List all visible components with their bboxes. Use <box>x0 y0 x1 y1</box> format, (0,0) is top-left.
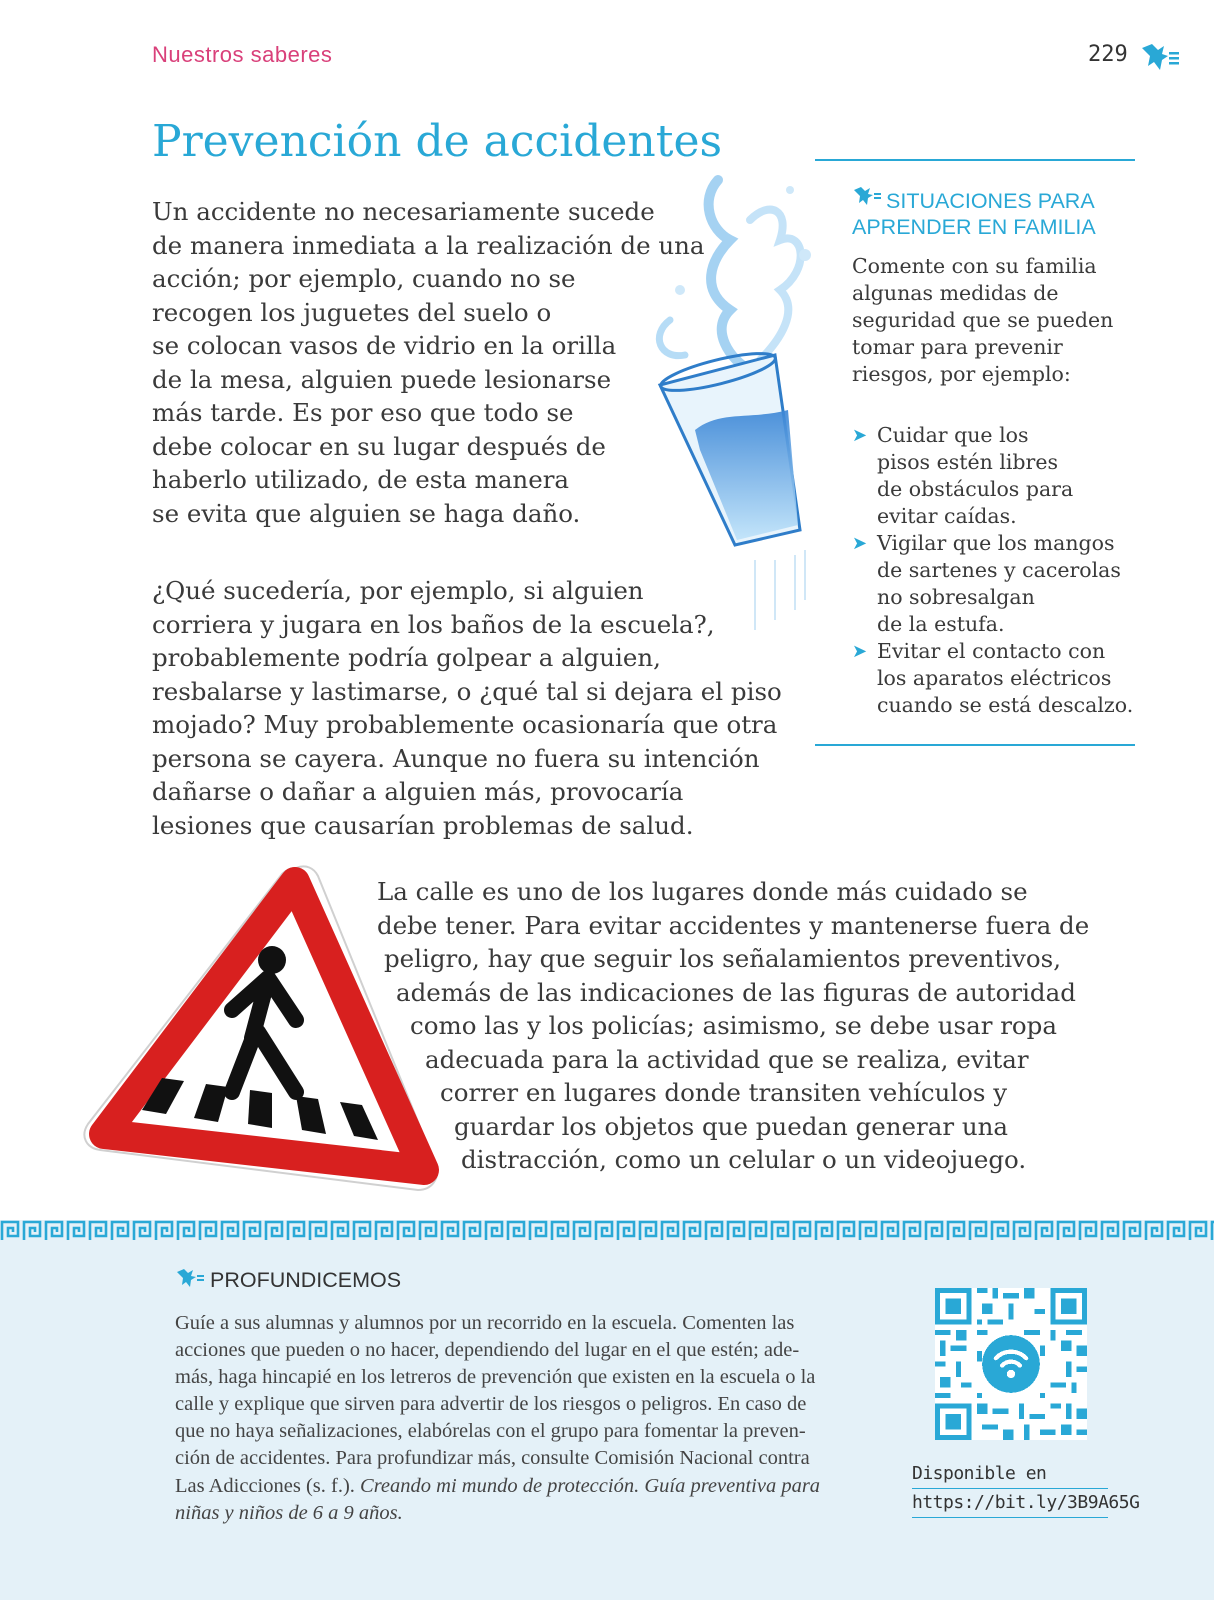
text-line: haberlo utilizado, de esta manera <box>152 465 570 494</box>
text-line: acciones que pueden o no hacer, dependiendo del lugar en el que estén; ade- <box>175 1339 800 1362</box>
text-line: de manera inmediata a la realización de una <box>152 230 705 260</box>
text-line: más tarde. Es por eso que todo se <box>152 398 574 427</box>
spilling-glass-illustration <box>640 160 840 640</box>
text-line: los aparatos eléctricos <box>877 666 1112 690</box>
sidebar-bullet-list <box>852 422 1133 719</box>
text-line: no sobresalgan <box>877 585 1035 609</box>
text-line: mojado? Muy probablemente ocasionaría que otra <box>152 710 778 739</box>
text-line: guardar los objetos que puedan generar una <box>454 1111 1009 1141</box>
qr-caption <box>912 1460 1140 1518</box>
text-line: de la mesa, alguien puede lesionarse <box>152 364 612 394</box>
list-item <box>852 638 1133 719</box>
text-line: acción; por ejemplo, cuando no se <box>152 264 576 293</box>
sidebar-bottom-rule <box>815 744 1135 746</box>
text-line: adecuada para la actividad que se realiza, evitar <box>425 1044 1029 1074</box>
sidebar-heading <box>852 188 1096 240</box>
paragraph-accidents-intro <box>152 195 705 530</box>
text-line: calle y explique que sirven para advertir de los riesgos o peligros. En caso de <box>175 1393 807 1416</box>
text-line: persona se cayera. Aunque no fuera su intención <box>152 743 760 773</box>
hummingbird-icon <box>175 1266 205 1292</box>
text-line: recogen los juguetes del suelo o <box>152 297 552 327</box>
text-line: dañarse o dañar a alguien más, provocaría <box>152 777 684 806</box>
text-line: probablemente podría golpear a alguien, <box>152 643 661 672</box>
text-line: Comente con su familia <box>852 254 1097 278</box>
profundicemos-text <box>175 1310 820 1527</box>
text-line: pisos estén libres <box>877 450 1059 474</box>
section-label: Nuestros saberes <box>152 42 333 67</box>
text-line: peligro, hay que seguir los señalamientos preventivos, <box>384 944 1062 973</box>
chevron-right-icon: ➤ <box>852 641 868 662</box>
sidebar-intro <box>852 253 1113 388</box>
text-line: evitar caídas. <box>877 504 1017 528</box>
text-line: correr en lugares donde transiten vehículos y <box>440 1078 1008 1107</box>
text-line: lesiones que causarían problemas de salud. <box>152 810 694 840</box>
text-line: distracción, como un celular o un videojuego. <box>461 1145 1027 1174</box>
text-line <box>175 1473 820 1500</box>
text-line: Evitar el contacto con <box>877 639 1106 663</box>
text-line: Cuidar que los <box>877 423 1029 447</box>
text-line: se evita que alguien se haga daño. <box>152 498 581 528</box>
citation-text: Las Adicciones (s. f.). <box>175 1474 361 1497</box>
text-line: debe tener. Para evitar accidentes y mantenerse fuera de <box>377 910 1090 940</box>
text-line: riesgos, por ejemplo: <box>852 362 1071 386</box>
text-line: además de las indicaciones de las figuras de autoridad <box>396 977 1076 1007</box>
text-line: Guíe a sus alumnas y alumnos por un recorrido en la escuela. Comenten las <box>175 1312 795 1334</box>
profundicemos-heading: PROFUNDICEMOS <box>210 1268 402 1292</box>
text-line: debe colocar en su lugar después de <box>152 431 606 461</box>
qr-code-icon[interactable] <box>935 1288 1087 1440</box>
sidebar-heading-line: SITUACIONES PARA <box>886 189 1095 213</box>
text-line: que no haya señalizaciones, elabórelas con el grupo para fomentar la preven- <box>175 1420 806 1443</box>
text-line: seguridad que se pueden <box>852 308 1114 332</box>
text-line: más, haga hincapié en los letreros de prevención que existen en la escuela o la <box>175 1366 816 1389</box>
decorative-border <box>0 1220 1214 1242</box>
text-line: Un accidente no necesariamente sucede <box>152 197 655 226</box>
text-line: de sartenes y cacerolas <box>877 558 1121 582</box>
list-item <box>852 422 1133 530</box>
text-line: corriera y jugara en los baños de la escuela?, <box>152 609 715 639</box>
citation-title: niñas y niños de 6 a 9 años. <box>175 1501 403 1524</box>
list-item <box>852 530 1133 638</box>
text-line: ción de accidentes. Para profundizar más, consulte Comisión Nacional contra <box>175 1447 810 1470</box>
sidebar-heading-line: APRENDER EN FAMILIA <box>852 215 1096 239</box>
text-line <box>175 1500 820 1527</box>
text-line: ¿Qué sucedería, por ejemplo, si alguien <box>152 576 644 605</box>
chevron-right-icon: ➤ <box>852 425 868 446</box>
page-number: 229 <box>1088 42 1128 67</box>
text-line: resbalarse y lastimarse, o ¿qué tal si dejara el piso <box>152 676 782 706</box>
citation-title: Creando mi mundo de protección. Guía preventiva para <box>360 1474 821 1497</box>
qr-link[interactable]: https://bit.ly/3B9A65G <box>912 1489 1108 1518</box>
text-line: de obstáculos para <box>877 477 1074 501</box>
qr-caption-label: Disponible en <box>912 1460 1108 1489</box>
hummingbird-logo-icon <box>1138 40 1182 76</box>
text-line: tomar para prevenir <box>852 335 1063 359</box>
text-line: cuando se está descalzo. <box>877 693 1134 717</box>
text-line: de la estufa. <box>877 612 1005 636</box>
text-line: como las y los policías; asimismo, se debe usar ropa <box>410 1011 1057 1040</box>
text-line: se colocan vasos de vidrio en la orilla <box>152 331 617 360</box>
page-title: Prevención de accidentes <box>152 116 723 167</box>
text-line: Vigilar que los mangos <box>877 531 1115 555</box>
text-line: algunas medidas de <box>852 281 1059 305</box>
chevron-right-icon: ➤ <box>852 533 868 554</box>
sidebar-top-rule <box>815 159 1135 161</box>
text-line: La calle es uno de los lugares donde más cuidado se <box>377 877 1028 906</box>
